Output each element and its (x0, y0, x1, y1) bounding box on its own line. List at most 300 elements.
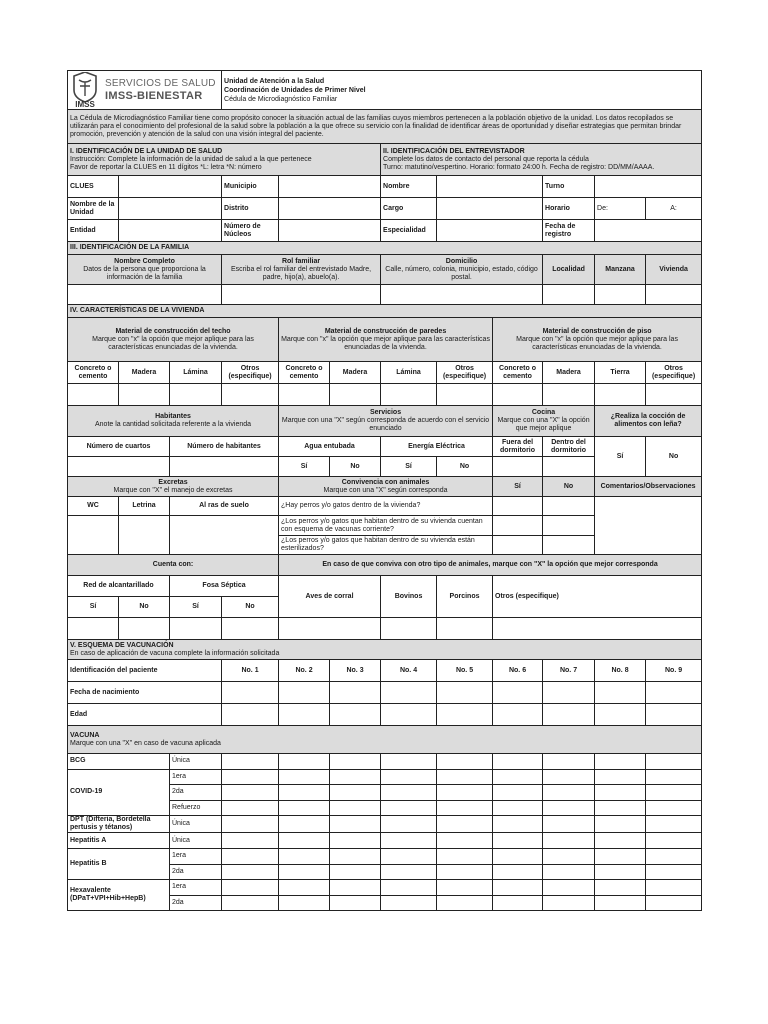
vaccine-check-cell[interactable] (595, 848, 646, 864)
vaccine-check-cell[interactable] (279, 833, 330, 849)
label-municipio: Municipio (222, 176, 279, 198)
vaccine-check-cell[interactable] (595, 754, 646, 770)
lena-no[interactable]: No (646, 437, 702, 477)
vaccine-check-cell[interactable] (330, 816, 381, 833)
paredes-otros: Otros (especifique) (437, 362, 493, 384)
label-fecha-registro: Fecha de registro (543, 220, 595, 242)
vaccine-check-cell[interactable] (381, 785, 437, 801)
porcinos-label: Porcinos (437, 576, 493, 618)
piso-sub: Marque con "x" la opción que mejor aplique para las características enunciadas de la vivienda. (516, 335, 678, 351)
input-fecha-nacimiento[interactable] (279, 682, 330, 704)
section-4-title: IV. CARACTERÍSTICAS DE LA VIVIENDA (68, 305, 702, 318)
vaccine-check-cell[interactable] (381, 816, 437, 833)
label-nombre: Nombre (381, 176, 437, 198)
input-techo-concreto[interactable] (68, 384, 119, 406)
patient-number-header: No. 5 (437, 660, 493, 682)
input-turno[interactable] (595, 176, 702, 198)
logo-text (105, 78, 216, 102)
input-fecha-nacimiento[interactable] (330, 682, 381, 704)
cocina-fuera-label: Fuera del dormitorio (493, 437, 543, 457)
vaccine-check-cell[interactable] (595, 895, 646, 911)
vaccine-check-cell[interactable] (222, 848, 279, 864)
input-alcantarillado-no[interactable] (119, 618, 170, 640)
vaccine-check-cell[interactable] (493, 800, 543, 816)
techo-concreto: Concreto o cemento (68, 362, 119, 384)
familia-nombre-sub: Datos de la persona que proporciona la información de la familia (83, 265, 206, 281)
servicios-title: Servicios (369, 409, 402, 416)
patient-number-header: No. 3 (330, 660, 381, 682)
vaccine-check-cell[interactable] (493, 833, 543, 849)
patient-number-header: No. 9 (646, 660, 702, 682)
vaccine-check-cell[interactable] (330, 880, 381, 896)
familia-rol-sub: Escriba el rol familiar del entrevistado Madre, padre, hijo(a), abuelo(a). (231, 265, 372, 281)
input-q1-si[interactable] (493, 497, 543, 516)
vaccine-check-cell[interactable] (381, 833, 437, 849)
patient-number-header: No. 4 (381, 660, 437, 682)
vaccine-check-cell[interactable] (595, 816, 646, 833)
vaccine-check-cell[interactable] (381, 864, 437, 880)
num-cuartos-label: Número de cuartos (68, 437, 170, 457)
paredes-lamina: Lámina (381, 362, 437, 384)
vaccine-check-cell[interactable] (222, 800, 279, 816)
fosa-si[interactable]: Sí (170, 597, 222, 618)
input-techo-otros[interactable] (222, 384, 279, 406)
input-familia-rol[interactable] (222, 285, 381, 305)
title-block (222, 71, 702, 110)
fecha-nacimiento-row (68, 682, 702, 704)
vaccine-check-cell[interactable] (222, 785, 279, 801)
vaccine-dose-label: Única (170, 816, 222, 833)
title-line-2: Coordinación de Unidades de Primer Nivel (224, 86, 366, 94)
vaccine-name: DPT (Difteria, Bordetella pertusis y tétanos) (68, 816, 170, 833)
vaccine-check-cell[interactable] (437, 800, 493, 816)
input-paredes-lamina[interactable] (381, 384, 437, 406)
input-piso-concreto[interactable] (493, 384, 543, 406)
vaccine-check-cell[interactable] (330, 800, 381, 816)
vaccine-dose-label: 2da (170, 895, 222, 911)
input-num-habitantes[interactable] (170, 457, 279, 477)
familia-vivienda-header: Vivienda (646, 255, 702, 285)
input-fecha-nacimiento[interactable] (381, 682, 437, 704)
input-edad[interactable] (381, 704, 437, 726)
vaccine-check-cell[interactable] (493, 785, 543, 801)
vaccine-check-cell[interactable] (381, 769, 437, 785)
otros-animales-label: En caso de que conviva con otro tipo de animales, marque con "X" la opción que mejor corresponda (279, 555, 702, 576)
familia-nombre-title: Nombre Completo (114, 257, 175, 265)
input-edad[interactable] (279, 704, 330, 726)
habitantes-sub: Anote la cantidad solicitada referente a la vivienda (94, 421, 252, 428)
vaccine-check-cell[interactable] (222, 816, 279, 833)
vacuna-title: VACUNA (70, 731, 100, 739)
piso-header (493, 318, 702, 362)
input-num-nucleos[interactable] (279, 220, 381, 242)
convivencia-si-header: Sí (493, 477, 543, 497)
section-1-header (68, 144, 381, 176)
input-piso-otros[interactable] (646, 384, 702, 406)
vaccine-dose-label: Única (170, 833, 222, 849)
input-edad[interactable] (646, 704, 702, 726)
vaccine-check-cell[interactable] (543, 785, 595, 801)
vaccine-check-cell[interactable] (437, 864, 493, 880)
input-alcantarillado-si[interactable] (68, 618, 119, 640)
section-2-title: II. IDENTIFICACIÓN DEL ENTREVISTADOR (383, 147, 525, 155)
vaccine-dose-label: Única (170, 754, 222, 770)
vaccine-check-cell[interactable] (330, 848, 381, 864)
patient-number-header: No. 2 (279, 660, 330, 682)
cocina-sub: Marque con una "X" la opción que mejor aplique (497, 417, 590, 432)
input-edad[interactable] (595, 704, 646, 726)
vaccine-check-cell[interactable] (543, 864, 595, 880)
input-bovinos[interactable] (381, 618, 437, 640)
vacuna-sub: Marque con una "X" en caso de vacuna aplicada (70, 739, 221, 747)
vaccine-check-cell[interactable] (330, 833, 381, 849)
title-line-3: Cédula de Microdiagnóstico Familiar (224, 95, 338, 103)
vaccine-check-cell[interactable] (646, 864, 702, 880)
vaccine-check-cell[interactable] (646, 848, 702, 864)
input-fosa-si[interactable] (170, 618, 222, 640)
aves-label: Aves de corral (279, 576, 381, 618)
vaccine-check-cell[interactable] (222, 833, 279, 849)
vaccine-check-cell[interactable] (543, 800, 595, 816)
vaccine-check-cell[interactable] (222, 769, 279, 785)
input-fosa-no[interactable] (222, 618, 279, 640)
input-comentarios[interactable] (595, 497, 702, 555)
vaccine-check-cell[interactable] (646, 769, 702, 785)
input-edad[interactable] (222, 704, 279, 726)
habitantes-title: Habitantes (155, 413, 191, 420)
techo-lamina: Lámina (170, 362, 222, 384)
fosa-no[interactable]: No (222, 597, 279, 618)
input-nombre[interactable] (437, 176, 543, 198)
vaccine-check-cell[interactable] (543, 848, 595, 864)
vaccine-rows (68, 754, 702, 911)
logo-line-2: IMSS-BIENESTAR (105, 90, 203, 102)
paredes-madera: Madera (330, 362, 381, 384)
convivencia-title: Convivencia con animales (341, 478, 430, 486)
vaccine-check-cell[interactable] (543, 754, 595, 770)
vaccine-check-cell[interactable] (381, 754, 437, 770)
vaccine-dose-row (68, 833, 702, 849)
piso-title: Material de construcción de piso (542, 327, 652, 335)
vaccine-check-cell[interactable] (646, 754, 702, 770)
vaccine-check-cell[interactable] (279, 895, 330, 911)
vaccine-check-cell[interactable] (222, 754, 279, 770)
section-2-header (381, 144, 702, 176)
label-distrito: Distrito (222, 198, 279, 220)
familia-manzana-header: Manzana (595, 255, 646, 285)
comentarios-header: Comentarios/Observaciones (595, 477, 702, 497)
vaccine-check-cell[interactable] (493, 816, 543, 833)
input-familia-vivienda[interactable] (646, 285, 702, 305)
input-fecha-nacimiento[interactable] (493, 682, 543, 704)
vaccine-check-cell[interactable] (493, 848, 543, 864)
vaccine-check-cell[interactable] (437, 880, 493, 896)
vaccine-check-cell[interactable] (279, 880, 330, 896)
input-excretas-ras[interactable] (170, 516, 279, 555)
vaccine-check-cell[interactable] (381, 880, 437, 896)
input-excretas-wc[interactable] (68, 516, 119, 555)
convivencia-no-header: No (543, 477, 595, 497)
familia-domicilio-title: Domicilio (445, 257, 478, 265)
convivencia-header (279, 477, 493, 497)
familia-rol-header (222, 255, 381, 285)
num-habitantes-label: Número de habitantes (170, 437, 279, 457)
input-municipio[interactable] (279, 176, 381, 198)
lena-header: ¿Realiza la cocción de alimentos con leña? (595, 406, 702, 437)
input-edad[interactable] (543, 704, 595, 726)
vaccine-check-cell[interactable] (493, 769, 543, 785)
section-5-title: V. ESQUEMA DE VACUNACIÓN (70, 641, 174, 649)
vaccine-check-cell[interactable] (646, 816, 702, 833)
alcantarillado-si[interactable]: Sí (68, 597, 119, 618)
habitantes-header (68, 406, 279, 437)
otros-animales-especifique[interactable]: Otros (especifique) (493, 576, 702, 618)
input-cargo[interactable] (437, 198, 543, 220)
vaccine-name: COVID-19 (68, 769, 170, 816)
vaccine-dose-label: 1era (170, 880, 222, 896)
excretas-sub: Marque con "X" el manejo de excretas (113, 486, 233, 494)
input-entidad[interactable] (119, 220, 222, 242)
vaccine-check-cell[interactable] (279, 769, 330, 785)
vaccine-check-cell[interactable] (330, 769, 381, 785)
logo (68, 71, 221, 109)
input-techo-madera[interactable] (119, 384, 170, 406)
vaccine-check-cell[interactable] (595, 880, 646, 896)
vaccine-check-cell[interactable] (279, 800, 330, 816)
input-fecha-nacimiento[interactable] (595, 682, 646, 704)
input-num-cuartos[interactable] (68, 457, 170, 477)
alcantarillado-no[interactable]: No (119, 597, 170, 618)
vaccine-check-cell[interactable] (279, 816, 330, 833)
input-paredes-otros[interactable] (437, 384, 493, 406)
energia-label: Energía Eléctrica (381, 437, 493, 457)
vaccine-check-cell[interactable] (222, 864, 279, 880)
vaccine-check-cell[interactable] (437, 895, 493, 911)
vaccine-check-cell[interactable] (646, 800, 702, 816)
question-vacunas-mascotas: ¿Los perros y/o gatos que habitan dentro de su vivienda cuentan con esquema de vacunas corriente? (279, 516, 493, 536)
vaccine-check-cell[interactable] (279, 848, 330, 864)
vaccine-check-cell[interactable] (595, 769, 646, 785)
label-clues: CLUES (68, 176, 119, 198)
vaccine-check-cell[interactable] (279, 864, 330, 880)
vaccine-check-cell[interactable] (222, 895, 279, 911)
vaccine-check-cell[interactable] (493, 754, 543, 770)
vaccine-dose-row (68, 769, 702, 785)
input-cocina-fuera[interactable] (493, 457, 543, 477)
input-clues[interactable] (119, 176, 222, 198)
id-paciente-label: Identificación del paciente (68, 660, 222, 682)
vaccine-check-cell[interactable] (381, 800, 437, 816)
input-familia-localidad[interactable] (543, 285, 595, 305)
input-fecha-registro[interactable] (595, 220, 702, 242)
vaccine-check-cell[interactable] (646, 880, 702, 896)
agua-si[interactable]: Sí (279, 457, 330, 477)
vaccine-check-cell[interactable] (595, 785, 646, 801)
alcantarillado-label: Red de alcantarillado (68, 576, 170, 597)
input-piso-madera[interactable] (543, 384, 595, 406)
vaccine-check-cell[interactable] (543, 880, 595, 896)
input-q3-no[interactable] (543, 536, 595, 555)
piso-madera: Madera (543, 362, 595, 384)
energia-no[interactable]: No (437, 457, 493, 477)
vaccine-dose-row (68, 754, 702, 770)
vaccine-name: Hexavalente (DPaT+VPI+Hib+HepB) (68, 880, 170, 911)
vaccine-check-cell[interactable] (595, 864, 646, 880)
techo-madera: Madera (119, 362, 170, 384)
input-familia-domicilio[interactable] (381, 285, 543, 305)
vaccine-check-cell[interactable] (493, 895, 543, 911)
excretas-title: Excretas (158, 478, 188, 486)
paredes-concreto: Concreto o cemento (279, 362, 330, 384)
vaccine-check-cell[interactable] (646, 833, 702, 849)
input-paredes-concreto[interactable] (279, 384, 330, 406)
agua-label: Agua entubada (279, 437, 381, 457)
input-piso-tierra[interactable] (595, 384, 646, 406)
vaccine-check-cell[interactable] (381, 895, 437, 911)
vaccine-check-cell[interactable] (543, 895, 595, 911)
input-edad[interactable] (330, 704, 381, 726)
input-q2-no[interactable] (543, 516, 595, 536)
form-table (67, 70, 702, 911)
input-cocina-dentro[interactable] (543, 457, 595, 477)
vaccine-check-cell[interactable] (493, 864, 543, 880)
vaccine-check-cell[interactable] (222, 880, 279, 896)
vaccine-check-cell[interactable] (279, 754, 330, 770)
input-q3-si[interactable] (493, 536, 543, 555)
input-horario-de[interactable] (595, 198, 646, 220)
section-5-sub: En caso de aplicación de vacuna complete la información solicitada (70, 649, 280, 657)
cocina-header (493, 406, 595, 437)
vaccine-check-cell[interactable] (279, 785, 330, 801)
input-edad[interactable] (437, 704, 493, 726)
input-excretas-letrina[interactable] (119, 516, 170, 555)
input-fecha-nacimiento[interactable] (222, 682, 279, 704)
input-paredes-madera[interactable] (330, 384, 381, 406)
agua-no[interactable]: No (330, 457, 381, 477)
fosa-label: Fosa Séptica (170, 576, 279, 597)
techo-header (68, 318, 279, 362)
excretas-letrina[interactable]: Letrina (119, 497, 170, 516)
input-fecha-nacimiento[interactable] (646, 682, 702, 704)
vaccine-name: Hepatitis A (68, 833, 170, 849)
vaccine-check-cell[interactable] (330, 895, 381, 911)
vaccine-check-cell[interactable] (646, 785, 702, 801)
label-horario: Horario (543, 198, 595, 220)
vaccine-check-cell[interactable] (437, 785, 493, 801)
cuenta-con-label: Cuenta con: (68, 555, 279, 576)
label-de: De: (597, 204, 608, 212)
input-techo-lamina[interactable] (170, 384, 222, 406)
input-fecha-nacimiento[interactable] (543, 682, 595, 704)
section-2-line-2: Turno: matutino/vespertino. Horario: formato 24:00 h. Fecha de registro: DD/MM/AAAA. (383, 163, 655, 171)
logo-cell (68, 71, 222, 110)
vaccine-dose-label: 2da (170, 864, 222, 880)
vaccine-check-cell[interactable] (493, 880, 543, 896)
label-entidad: Entidad (68, 220, 119, 242)
input-q2-si[interactable] (493, 516, 543, 536)
label-a: A: (670, 204, 677, 212)
input-familia-manzana[interactable] (595, 285, 646, 305)
vaccine-check-cell[interactable] (381, 848, 437, 864)
input-q1-no[interactable] (543, 497, 595, 516)
input-aves[interactable] (279, 618, 381, 640)
question-esterilizados: ¿Los perros y/o gatos que habitan dentro de su vivienda están esterilizados? (279, 536, 493, 555)
question-perros-gatos: ¿Hay perros y/o gatos dentro de la vivienda? (279, 497, 493, 516)
vaccine-check-cell[interactable] (330, 785, 381, 801)
vaccine-dose-label: 2da (170, 785, 222, 801)
vaccine-check-cell[interactable] (437, 754, 493, 770)
vaccine-check-cell[interactable] (595, 833, 646, 849)
label-especialidad: Especialidad (381, 220, 437, 242)
excretas-header (68, 477, 279, 497)
paciente-row (68, 660, 702, 682)
lena-si[interactable]: Sí (595, 437, 646, 477)
vaccine-check-cell[interactable] (437, 833, 493, 849)
excretas-wc[interactable]: WC (68, 497, 119, 516)
vaccine-check-cell[interactable] (543, 816, 595, 833)
label-turno: Turno (543, 176, 595, 198)
cocina-dentro-label: Dentro del dormitorio (543, 437, 595, 457)
bovinos-label: Bovinos (381, 576, 437, 618)
section-3-title: III. IDENTIFICACIÓN DE LA FAMILIA (68, 242, 702, 255)
vaccine-name: Hepatitis B (68, 848, 170, 879)
input-nombre-unidad[interactable] (119, 198, 222, 220)
techo-otros: Otros (especifique) (222, 362, 279, 384)
piso-concreto: Concreto o cemento (493, 362, 543, 384)
vaccine-check-cell[interactable] (330, 754, 381, 770)
section-1-line-2: Favor de reportar la CLUES en 11 dígitos *L: letra *N: número (70, 163, 262, 171)
familia-nombre-header (68, 255, 222, 285)
label-nombre-unidad: Nombre de la Unidad (68, 198, 119, 220)
cedula-form (67, 70, 701, 906)
patient-number-header: No. 1 (222, 660, 279, 682)
vaccine-check-cell[interactable] (437, 848, 493, 864)
vaccine-check-cell[interactable] (543, 769, 595, 785)
techo-sub: Marque con "x" la opción que mejor aplique para las características enunciadas de la vivienda. (92, 335, 254, 351)
patient-number-header: No. 7 (543, 660, 595, 682)
energia-si[interactable]: Sí (381, 457, 437, 477)
cocina-title: Cocina (531, 409, 556, 416)
familia-domicilio-header (381, 255, 543, 285)
input-edad[interactable] (493, 704, 543, 726)
excretas-ras[interactable]: Al ras de suelo (170, 497, 279, 516)
input-horario-a[interactable] (646, 198, 702, 220)
familia-domicilio-sub: Calle, número, colonia, municipio, estado, código postal. (385, 265, 538, 281)
vaccine-check-cell[interactable] (595, 800, 646, 816)
input-porcinos[interactable] (437, 618, 493, 640)
input-fecha-nacimiento[interactable] (437, 682, 493, 704)
vaccine-check-cell[interactable] (646, 895, 702, 911)
input-distrito[interactable] (279, 198, 381, 220)
vaccine-check-cell[interactable] (437, 816, 493, 833)
edad-label: Edad (68, 704, 222, 726)
vaccine-dose-row (68, 816, 702, 833)
input-especialidad[interactable] (437, 220, 543, 242)
familia-rol-title: Rol familiar (281, 257, 321, 265)
vaccine-check-cell[interactable] (330, 864, 381, 880)
piso-otros: Otros (especifique) (646, 362, 702, 384)
patient-number-header: No. 6 (493, 660, 543, 682)
input-familia-nombre[interactable] (68, 285, 222, 305)
patient-number-header: No. 8 (595, 660, 646, 682)
vaccine-name: BCG (68, 754, 170, 770)
vaccine-check-cell[interactable] (437, 769, 493, 785)
edad-row (68, 704, 702, 726)
vaccine-check-cell[interactable] (543, 833, 595, 849)
input-otros-animales[interactable] (493, 618, 702, 640)
techo-title: Material de construcción del techo (115, 327, 231, 335)
section-1-line-1: Instrucción: Complete la información de la unidad de salud a la que pertenece (70, 155, 312, 163)
